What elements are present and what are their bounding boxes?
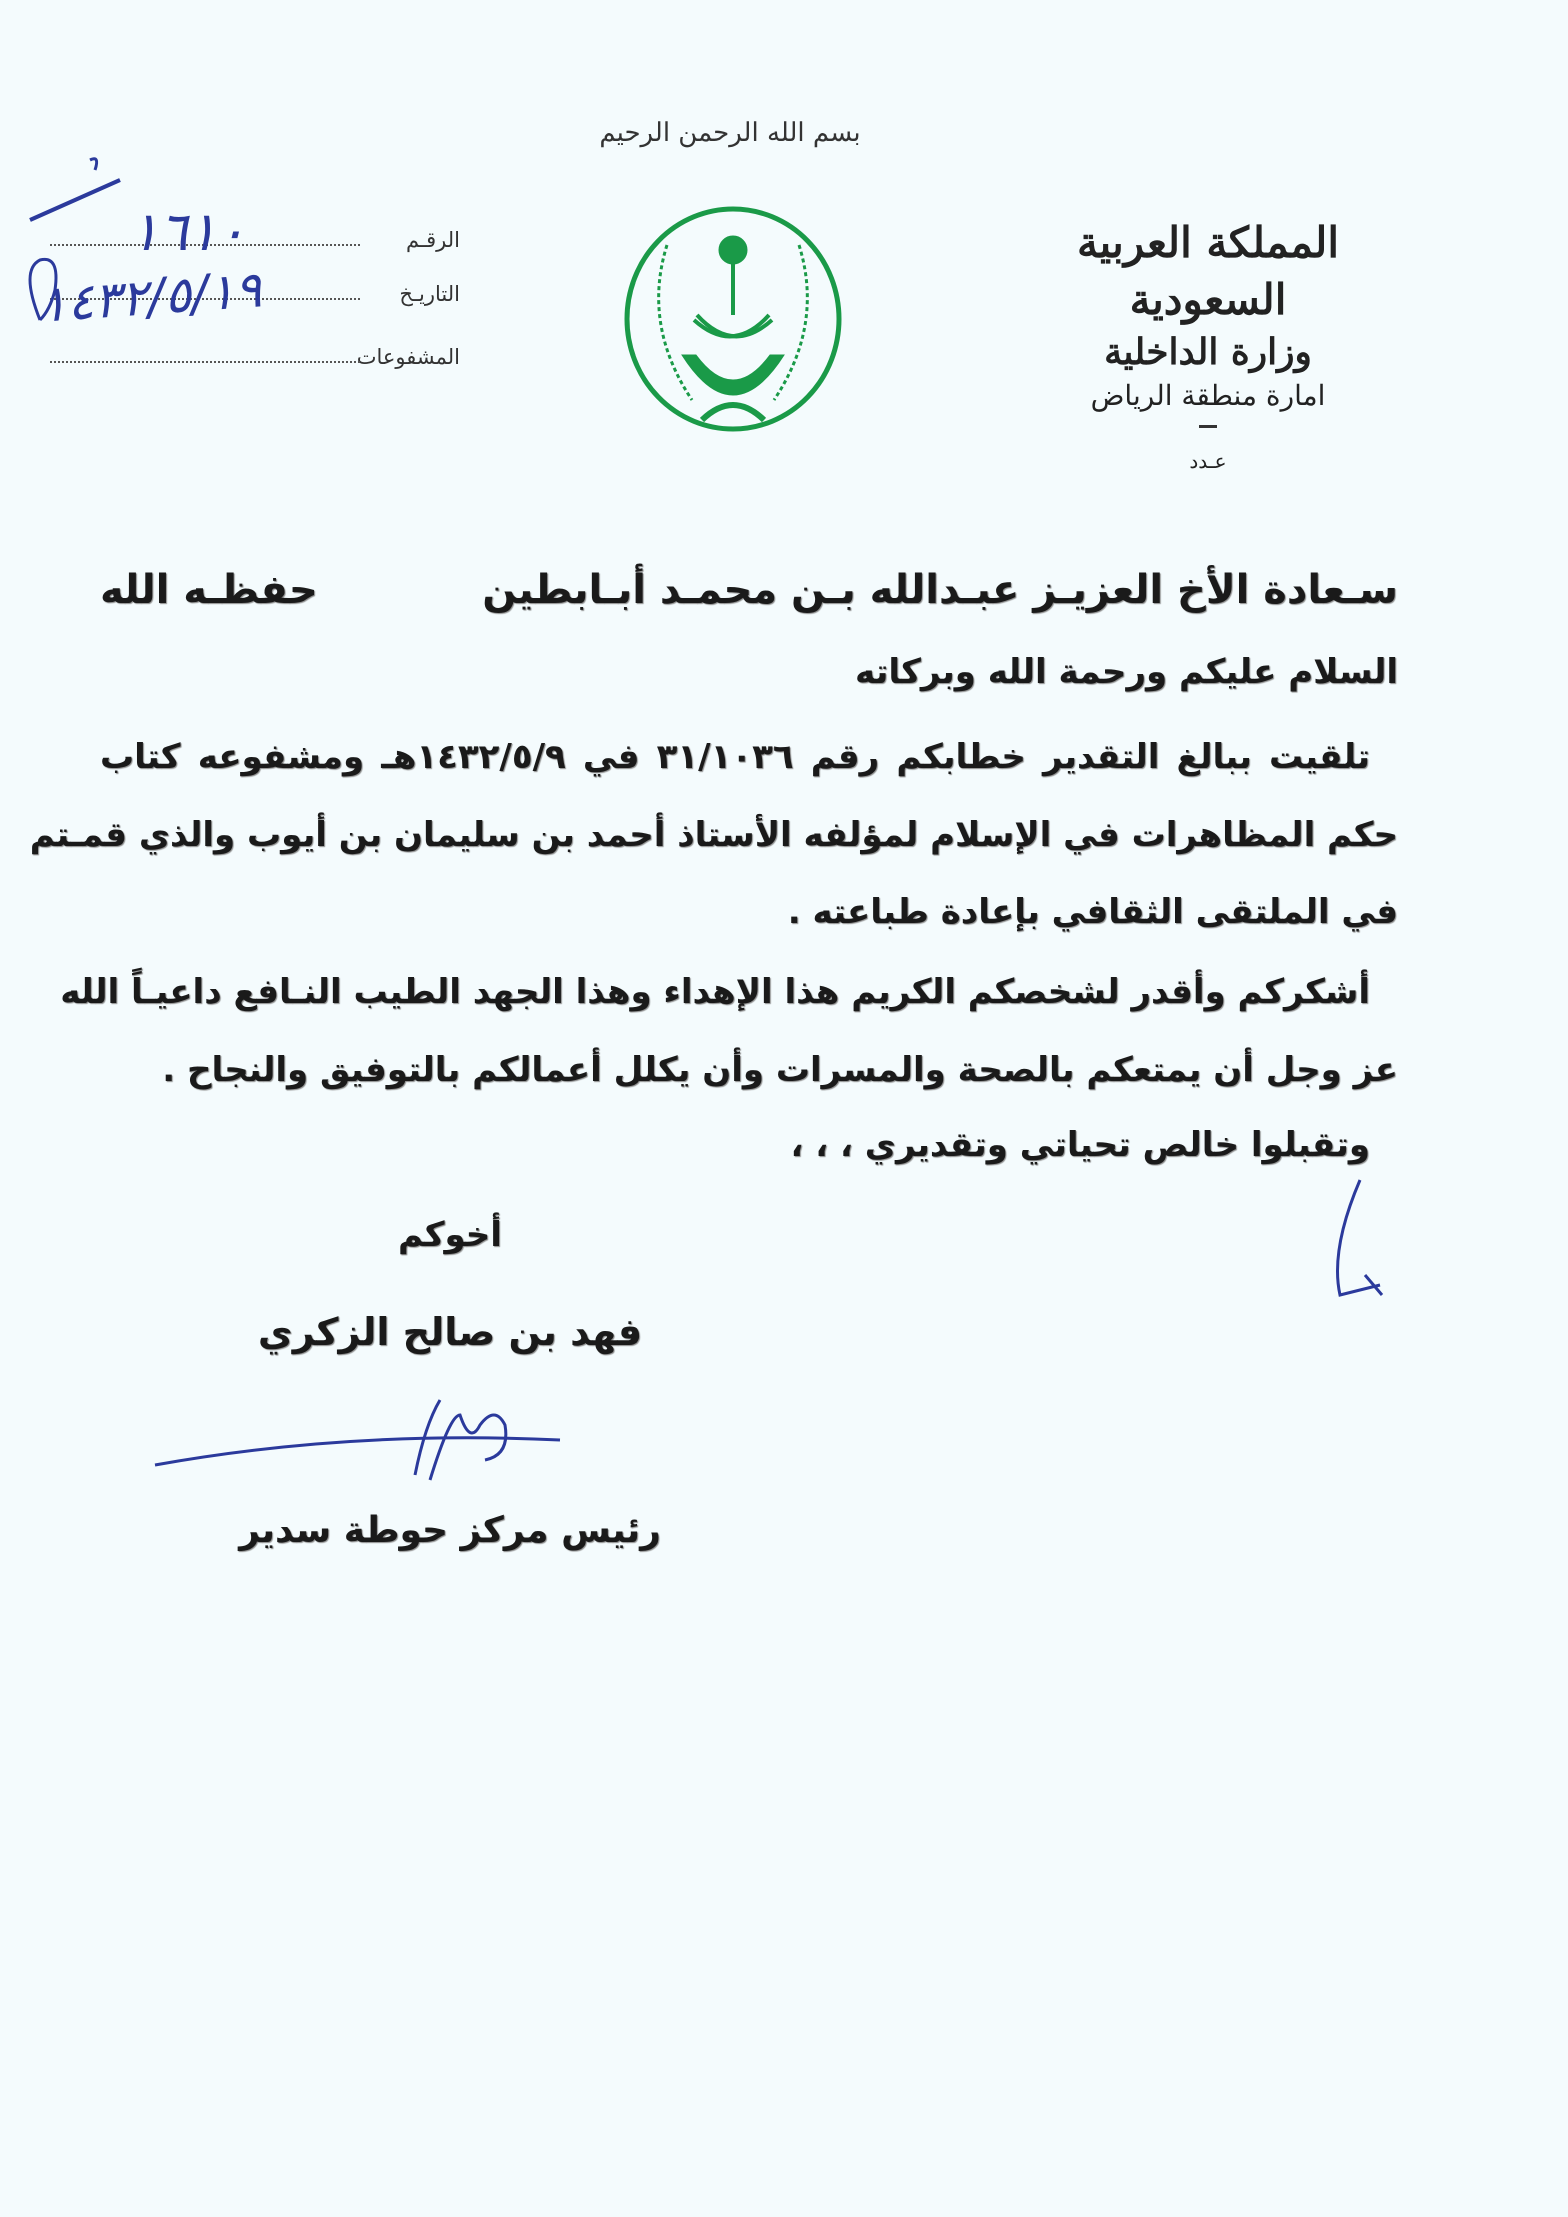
count-label: عـدد	[1189, 448, 1227, 473]
attachments-label: المشفوعات	[356, 345, 460, 369]
recipient-line	[100, 567, 1398, 613]
closing: وتقبلوا خالص تحياتي وتقديري ، ، ،	[790, 1125, 1370, 1165]
salutation: أخوكم	[398, 1215, 502, 1255]
signer-title: رئيس مركز حوطة سدير	[239, 1510, 661, 1551]
para1-line1: تلقيت ببالغ التقدير خطابكم رقم ٣١/١٠٣٦ في ١٤٣٢/٥/٩هـ ومشفوعه كتاب	[100, 737, 1370, 777]
date-value: ١٤٣٢/٥/١٩	[38, 260, 264, 334]
bismillah: بسم الله الرحمن الرحيم	[599, 118, 861, 148]
number-value: ١٦١٠	[130, 200, 247, 263]
signer-name: فهد بن صالح الزكري	[257, 1310, 643, 1354]
para2-line2: عز وجل أن يمتعكم بالصحة والمسرات وأن يكلل أعمالكم بالتوفيق والنجاح .	[162, 1050, 1398, 1090]
para1-line2: حكم المظاهرات في الإسلام لمؤلفه الأستاذ أحمد بن سليمان بن أيوب والذي قمـتم	[29, 815, 1398, 855]
recipient-honorific: حفظـه الله	[100, 567, 318, 613]
handwritten-initial-icon	[1320, 1170, 1400, 1310]
greeting: السلام عليكم ورحمة الله وبركاته	[854, 652, 1398, 692]
signature-icon	[150, 1385, 580, 1495]
date-label: التاريـخ	[399, 282, 460, 306]
country-name: المملكة العربية السعودية	[1076, 218, 1340, 324]
recipient-name: سـعادة الأخ العزيـز عبـدالله بـن محمـد أبـابطين	[482, 567, 1398, 613]
para2-line1: أشكركم وأقدر لشخصكم الكريم هذا الإهداء وهذا الجهد الطيب النـافع داعيـاً الله	[60, 972, 1370, 1012]
para1-line3: في الملتقى الثقافي بإعادة طباعته .	[787, 892, 1398, 932]
emirate-name: امارة منطقة الرياض	[1090, 378, 1326, 412]
letter-body	[29, 0, 1398, 1200]
number-label: الرقـم	[406, 228, 460, 252]
ministry-name: وزارة الداخلية	[1104, 331, 1312, 374]
